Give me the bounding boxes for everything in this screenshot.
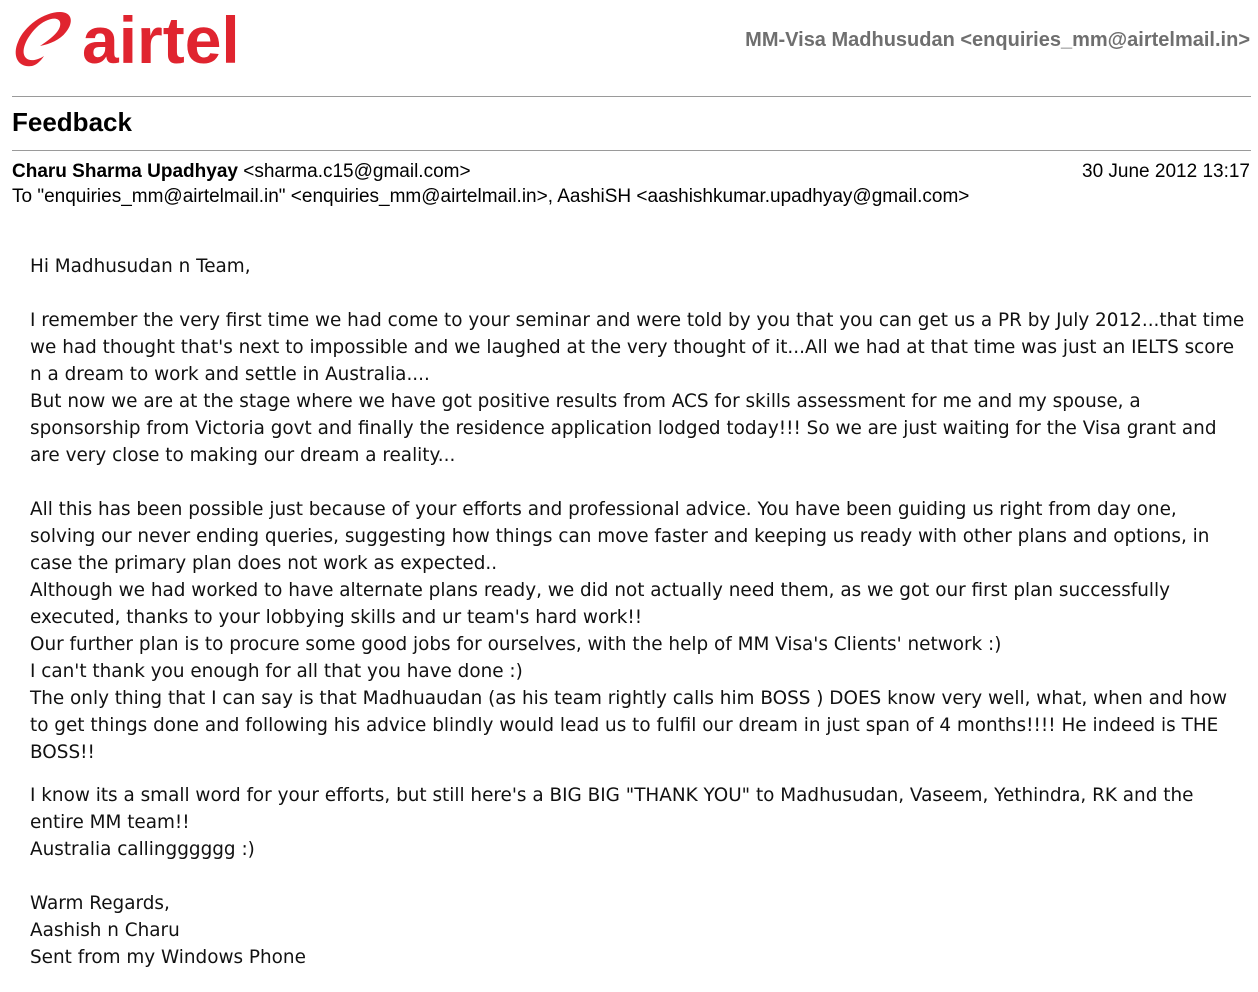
airtel-swirl-icon [10,6,80,76]
recipients-line: To "enquiries_mm@airtelmail.in" <enquiries_mm@airtelmail.in>, AashiSH <aashishkumar.upadhyay@gmail.com> [12,186,970,207]
body-paragraph: All this has been possible just because of your efforts and professional advice. You have been guiding us right from day one, solving our never ending queries, suggesting how things can move faster and keeping us ready with other plans and options, in case the primary plan does not work as expected.. [30,499,1210,574]
greeting: Hi Madhusudan n Team, [30,256,251,277]
email-subject: Feedback [12,107,132,137]
body-paragraph: I know its a small word for your efforts, but still here's a BIG BIG "THANK YOU" to Madhusudan, Vaseem, Yethindra, RK and the entire MM team!! [30,785,1194,833]
signature-line: Sent from my Windows Phone [30,947,306,968]
body-paragraph: Our further plan is to procure some good jobs for ourselves, with the help of MM Visa's Clients' network :) [30,634,1002,655]
body-paragraph: Although we had worked to have alternate plans ready, we did not actually need them, as we got our first plan successfully executed, thanks to your lobbying skills and ur team's hard work!! [30,580,1171,628]
from-line [12,161,471,183]
signature-line: Warm Regards, [30,893,170,914]
body-paragraph: But now we are at the stage where we have got positive results from ACS for skills assessment for me and my spouse, a sponsorship from Victoria govt and finally the residence application lodged today!!! So we are just waiting for the Visa grant and are very close to making our dream a reality... [30,391,1217,466]
signature-line: Aashish n Charu [30,920,180,941]
body-paragraph: I remember the very first time we had come to your seminar and were told by you that you can get us a PR by July 2012...that time we had thought that's next to impossible and we laughed at the very thought of it...All we had at that time was just an IELTS score n a dream to work and settle in Australia.... [30,310,1245,385]
body-paragraph: I can't thank you enough for all that you have done :) [30,661,523,682]
airtel-logo [10,3,240,77]
email-date: 30 June 2012 13:17 [1082,161,1250,182]
account-label: MM-Visa Madhusudan <enquiries_mm@airtelmail.in> [745,29,1250,51]
sender-email: <sharma.c15@gmail.com> [243,161,471,182]
divider [12,150,1251,151]
header [0,0,1258,96]
sender-name: Charu Sharma Upadhyay [12,161,238,182]
airtel-wordmark: airtel [82,3,240,77]
email-body [30,253,1245,971]
body-paragraph: The only thing that I can say is that Madhuaudan (as his team rightly calls him BOSS ) DOES know very well, what, when and how to get things done and following his advice blindly would lead us to fulfil our dream in just span of 4 months!!!! He indeed is THE BOSS!! [30,688,1228,763]
divider [12,96,1251,97]
body-paragraph: Australia callingggggg :) [30,839,255,860]
